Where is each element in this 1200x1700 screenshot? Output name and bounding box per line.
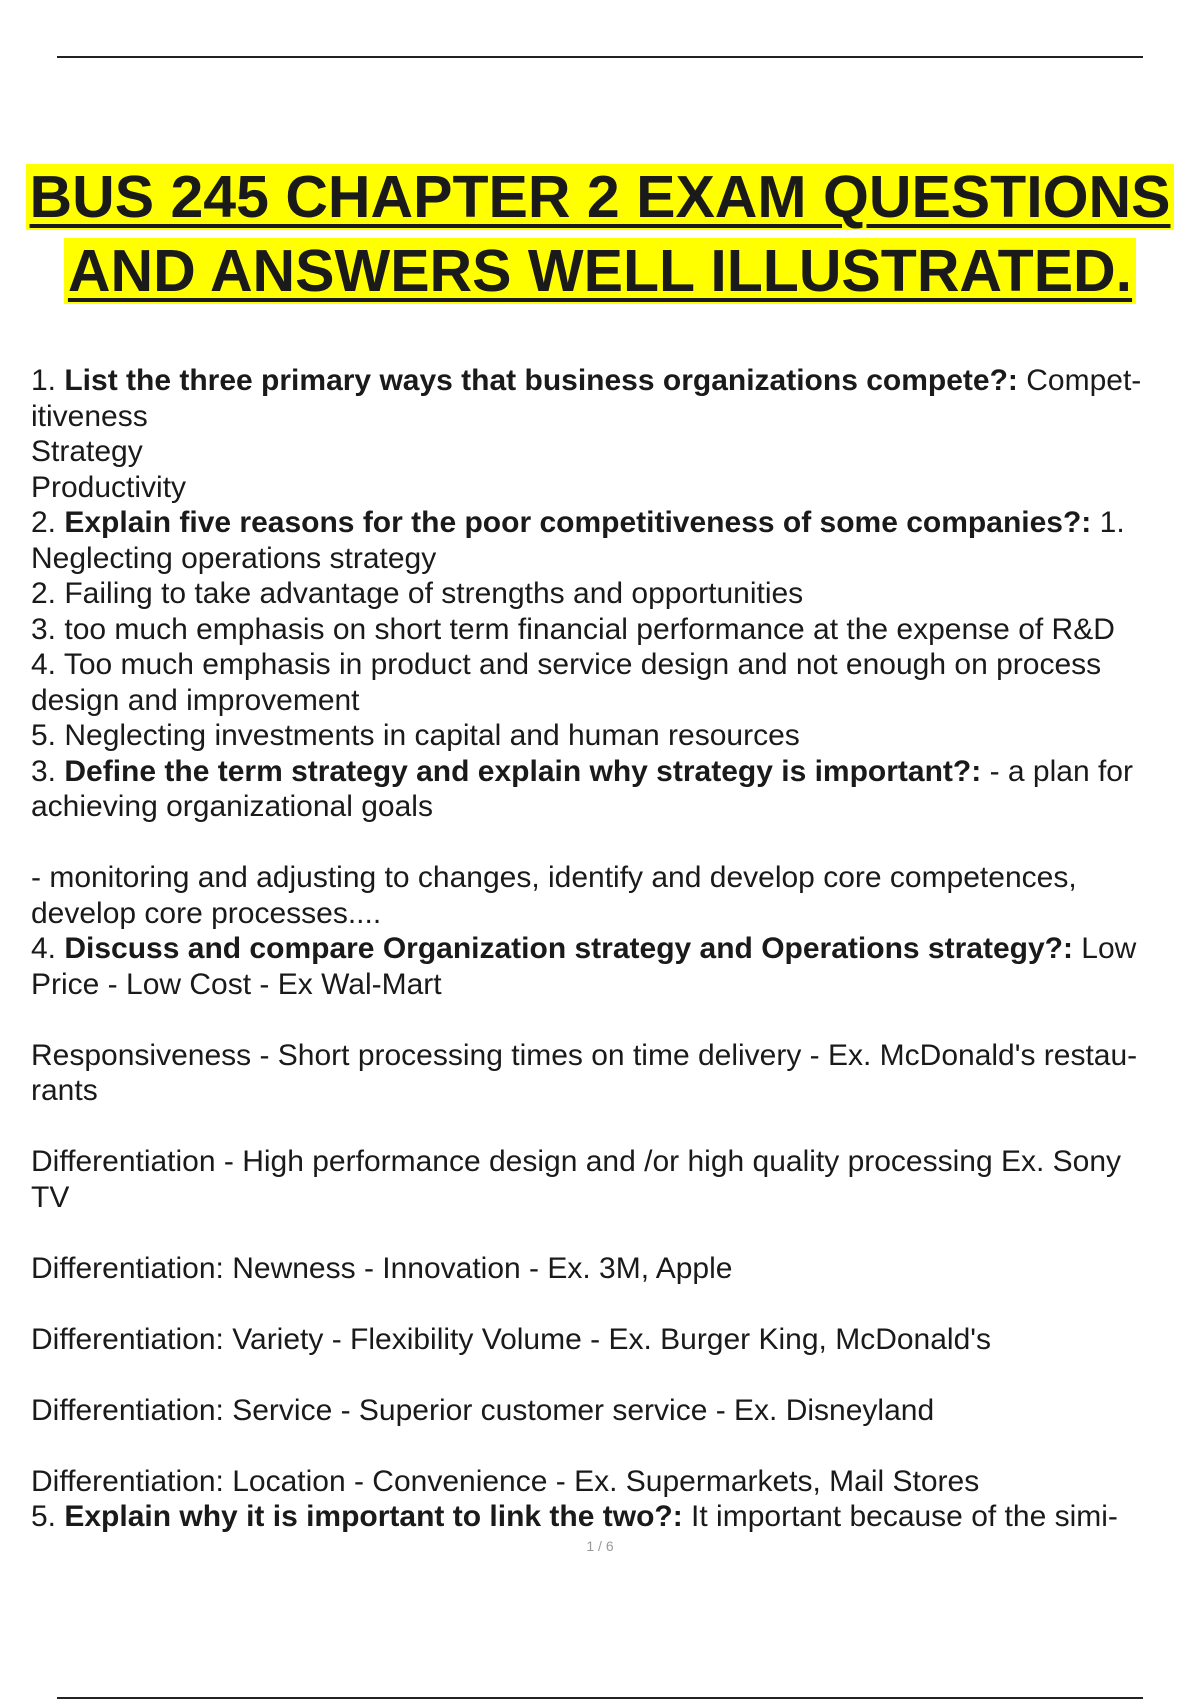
q4-answer-line: Differentiation - High performance design and /or high quality processing Ex. Sony bbox=[31, 1145, 1122, 1178]
q1-number: 1. bbox=[31, 364, 65, 397]
q4-answer-line: Differentiation: Service - Superior customer service - Ex. Disneyland bbox=[31, 1393, 935, 1427]
q2-answer-line: Neglecting operations strategy bbox=[31, 541, 437, 575]
q4-line bbox=[31, 931, 1200, 967]
bottom-rule bbox=[57, 1697, 1143, 1699]
q1-answer-start: Compet- bbox=[1017, 364, 1142, 397]
spacer bbox=[31, 1109, 1200, 1145]
q3-answer-start: - a plan for bbox=[981, 754, 1133, 788]
q1-line bbox=[31, 363, 1200, 399]
q2-line bbox=[31, 505, 1200, 541]
q2-answer-start: 1. bbox=[1091, 506, 1125, 539]
q4-answer-line: rants bbox=[31, 1074, 98, 1107]
q5-number: 5. bbox=[31, 1500, 65, 1533]
q3-answer-line: - monitoring and adjusting to changes, identify and develop core competences, bbox=[31, 861, 1077, 894]
q1-question: List the three primary ways that business organizations compete?: bbox=[64, 364, 1018, 397]
spacer bbox=[31, 1002, 1200, 1038]
document-title bbox=[0, 160, 1200, 308]
q4-answer-line: Differentiation: Variety - Flexibility Volume - Ex. Burger King, McDonald's bbox=[31, 1322, 991, 1356]
q5-line bbox=[31, 1499, 1200, 1535]
q3-answer-line: achieving organizational goals bbox=[31, 790, 433, 823]
qa-content bbox=[31, 363, 1200, 1535]
q3-line bbox=[31, 754, 1200, 790]
q5-answer-start: It important because of the simi- bbox=[682, 1500, 1118, 1533]
spacer bbox=[31, 1357, 1200, 1393]
q2-number: 2. bbox=[31, 506, 65, 539]
q4-answer-line: TV bbox=[31, 1180, 70, 1214]
title-line-1: BUS 245 CHAPTER 2 EXAM QUESTIONS bbox=[26, 164, 1175, 230]
page-number: 1 / 6 bbox=[586, 1538, 614, 1554]
q4-answer-line: Differentiation: Newness - Innovation - Ex. 3M, Apple bbox=[31, 1251, 733, 1285]
q4-answer-line: Responsiveness - Short processing times on time delivery - Ex. McDonald's restau- bbox=[31, 1038, 1138, 1072]
q2-answer-line: 4. Too much emphasis in product and service design and not enough on process bbox=[31, 648, 1102, 681]
q2-answer-line: design and improvement bbox=[31, 683, 360, 717]
q4-answer-start: Low bbox=[1072, 932, 1137, 965]
title-line-2: AND ANSWERS WELL ILLUSTRATED. bbox=[64, 238, 1136, 304]
q2-answer-line: 5. Neglecting investments in capital and human resources bbox=[31, 719, 800, 752]
q3-number: 3. bbox=[31, 754, 65, 788]
spacer bbox=[31, 1428, 1200, 1464]
q4-question: Discuss and compare Organization strategy and Operations strategy?: bbox=[64, 932, 1073, 965]
q1-answer-line: Productivity bbox=[31, 470, 187, 504]
q2-question: Explain five reasons for the poor competitiveness of some companies?: bbox=[64, 506, 1092, 539]
q4-answer-line: Price - Low Cost - Ex Wal-Mart bbox=[31, 967, 442, 1001]
q5-question: Explain why it is important to link the two?: bbox=[64, 1500, 683, 1533]
top-rule bbox=[57, 56, 1143, 58]
spacer bbox=[31, 1215, 1200, 1251]
q1-answer-line: itiveness bbox=[31, 399, 148, 433]
q1-answer-line: Strategy bbox=[31, 435, 143, 468]
q3-answer-line: develop core processes.... bbox=[31, 896, 382, 930]
q4-answer-line: Differentiation: Location - Convenience - Ex. Supermarkets, Mail Stores bbox=[31, 1464, 980, 1498]
spacer bbox=[31, 825, 1200, 861]
q3-question: Define the term strategy and explain why strategy is important?: bbox=[64, 754, 982, 788]
q2-answer-line: 3. too much emphasis on short term financial performance at the expense of R&D bbox=[31, 612, 1115, 646]
spacer bbox=[31, 1286, 1200, 1322]
q4-number: 4. bbox=[31, 932, 65, 965]
q2-answer-line: 2. Failing to take advantage of strengths and opportunities bbox=[31, 577, 804, 610]
